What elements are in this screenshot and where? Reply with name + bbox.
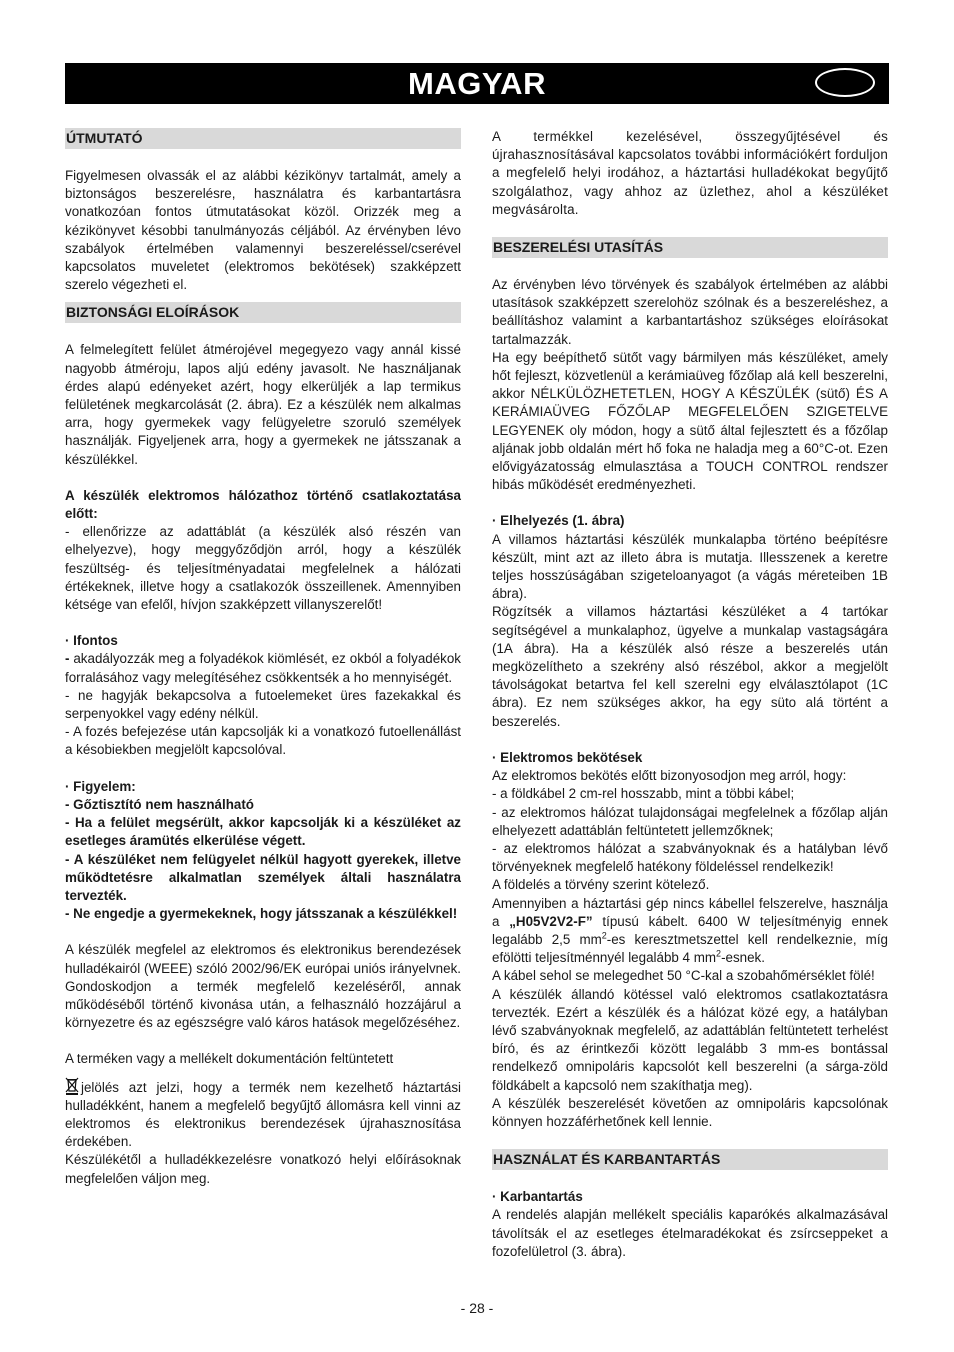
language-banner	[65, 63, 889, 104]
section-heading-beszerelesi: BESZERELÉSI UTASÍTÁS	[492, 237, 888, 258]
paragraph: A készülék megfelel az elektromos és elektronikus berendezések hulladékairól (WEEE) szóló 2002/96/EK európai uniós irányelvnek. Gondoskodjon a termék megfelelő kezeléséről, annak működéséből történő kivonása után, a felhasználó hozzájárul a környezetre és az egészségre való káros hatások megelőzéséhez.	[65, 942, 461, 1031]
text: Amennyiben a háztartási gép nincs kábellel felszerelve, használja a	[492, 895, 888, 929]
paragraph: A felmelegített felület átmérojével megegyezo vagy annál kissé nagyobb átméroju, lapos aljú edény javasolt. Ne használjanak érdes alapú edényeket azért, hogy elkerüljék a lap termikus felületének megkarcolását (2. ábra). Ez a készülék nem alkalmas arra, hogy gyermekek vagy felügyeletre szoruló személyek használják. Figyeljenek arra, hogy a gyermekek ne játsszanak a készülékkel.	[65, 342, 461, 467]
paragraph: Készülékétől a hulladékkezelésre vonatkozó helyi előírásoknak megfelelően váljon meg.	[65, 1152, 461, 1186]
page-number: - 28 -	[460, 1300, 494, 1316]
cable-type: „H05V2V2-F”	[509, 913, 593, 929]
paragraph: A földelés a törvény szerint kötelező.	[492, 877, 710, 893]
paragraph: A villamos háztartási készülék munkalapba történo beépítésre készült, mint azt az illeto ábra is mutatja. Illesszenek a keretre teljes hosszúságában szigeteloanyagot (a vágás méreteiben 1B ábra).	[492, 531, 888, 602]
warning-item: - Ne engedje a gyermekeknek, hogy játsszanak a készülékkel!	[65, 906, 458, 922]
paragraph: - ellenőrizze az adattáblát (a készülék alsó részén van elhelyezve), hogy meggyőződjön arról, hogy a készülék feszültség- és teljesítményadatai megfelelnek a hálózati értékeknek, illetve hogy a csatlakozók összeillenek. Amennyiben kétsége van efelől, hívjon szakképzett villanyszerelőt!	[65, 524, 461, 613]
paragraph	[65, 650, 461, 686]
paragraph: A kábel sehol se melegedhet 50 °C-kal a szobahőmérséklet fölé!	[492, 968, 875, 984]
paragraph: Az érvényben lévo törvények és szabályok értelmében az alábbi utasítások szakképzett szerelohöz szólnak és a beszereléshez, a beállításhoz valamint a karbantartáshoz szükséges eloírásokat tartalmazzák.	[492, 277, 888, 347]
paragraph: Figyelmesen olvassák el az alábbi kézikönyv tartalmát, amely a biztonságos beszerelésre, használatra és karbantartásra vonatkozóan fontos útmutatásokat közöl. Orizzék meg a kézikönyvet késobbi tanulmányozás céljából. Az érvényben lévo szabályok értelmében valamennyi beszereléssel/cserével kapcsolatos muveletet (elektromos bekötések) szakképzett szerelo végezheti el.	[65, 168, 461, 293]
bold-heading: · Karbantartás	[492, 1189, 583, 1205]
section-heading-utmutato: ÚTMUTATÓ	[65, 128, 461, 149]
warning-item: - A készüléket nem felügyelet nélkül hagyott gyerekek, illetve működtetésre alkalmatlan személyek általi használatra tervezték.	[65, 851, 461, 903]
crossed-bin-icon	[65, 1077, 79, 1095]
section-heading-biztonsagi: BIZTONSÁGI ELOÍRÁSOK	[65, 302, 461, 323]
paragraph: - ne hagyják bekapcsolva a futoelemeket üres fazekakkal és serpenyokkel vagy edény nélkül.	[65, 687, 461, 722]
section-heading-hasznalat: HASZNÁLAT ÉS KARBANTARTÁS	[492, 1149, 888, 1170]
paragraph	[65, 1077, 461, 1152]
paragraph: - A fozés befejezése után kapcsolják ki a vonatkozó futoellenállást a késobiekben megjelölt kapcsolóval.	[65, 724, 461, 758]
text: -esnek.	[721, 950, 765, 966]
bold-heading: · Ifontos	[65, 633, 118, 649]
paragraph: A termékkel kezelésével, összegyűjtésével és újrahasznosításával kapcsolatos további információkért forduljon a megfelelő helyi irodához, a háztartási hulladékokat begyűjtő szolgálathoz, vagy ahhoz az üzlethez, ahol a készüléket megvásárolta.	[492, 129, 888, 217]
superscript: 2	[601, 930, 607, 941]
bold-heading: A készülék elektromos hálózathoz történő csatlakoztatása előtt:	[65, 487, 461, 522]
paragraph: A terméken vagy a mellékelt dokumentáción feltüntetett	[65, 1051, 394, 1067]
warning-heading: · Figyelem:	[65, 778, 136, 794]
paragraph: A rendelés alapján mellékelt speciális kaparókés alkalmazásával távolítsák el az esetleges ételmaradékokat és zsírcseppeket a fozofelületrol (3. ábra).	[492, 1207, 888, 1259]
right-column	[492, 128, 888, 1261]
paragraph: Ha egy beépíthető sütőt vagy bármilyen más készüléket, amely hőt fejleszt, közvetlenül a kerámiaüveg főzőlap alá kell beszerelni, akkor NÉLKÜLÖZHETETLEN, HOGY A KÉSZÜLÉK (sütő) ÉS A KERÁMIAÜVEG FŐZŐLAP MEGFELELŐEN SZIGETELVE LEGYENEK oly módon, hogy a sütő által fejlesztett és a főzőlap aljának jobb oldalán mért hő foka ne haladja meg a 60°C-ot. Ezen elővigyázatosság elmulasztása a TOUCH CONTROL rendszer hibás működését eredményezheti.	[492, 349, 888, 493]
page-title: MAGYAR	[408, 66, 546, 101]
dash: -	[65, 651, 70, 667]
paragraph	[492, 895, 888, 968]
paragraph: A készülék beszerelését követően az omnipoláris kapcsolónak könnyen hozzáférhetőnek kell lennie.	[492, 1095, 888, 1129]
paragraph: - az elektromos hálózat a szabványoknak és a hatályban lévő törvényeknek megfelelő hatékony földeléssel rendelkezik!	[492, 840, 888, 875]
paragraph: Az elektromos bekötés előtt bizonyosodjon meg arról, hogy:	[492, 768, 847, 784]
bold-heading: · Elhelyezés (1. ábra)	[492, 513, 625, 529]
paragraph: - a földkábel 2 cm-rel hosszabb, mint a többi kábel;	[492, 786, 795, 802]
text: jelölés azt jelzi, hogy a termék nem kezelhető háztartási hulladékként, hanem a megfelelő begyűjtő állomásra kell vinni az elektromos és elektronikus berendezések újrahasznosítása érdekében.	[65, 1079, 461, 1150]
text: -es keresztmetszettel kell rendelkeznie, míg efölötti teljesítménnyél legalább 4 mm	[492, 931, 888, 966]
left-column	[65, 128, 461, 1188]
country-oval-badge	[815, 68, 875, 97]
paragraph: A készülék állandó kötéssel való elektromos csatlakoztatásra tervezték. Ezért a készülék és a hálózat közé egy, a hatályban lévő szabványoknak megfelelő, az adattáblán feltüntetett terhelést bíró, és az érintkezői között legalább 3 mm-es bontással rendelkező omnipoláris kapcsolót kell beszerelni (a sárga-zöld földkábelt a kapcsoló nem szakíthatja meg).	[492, 986, 888, 1093]
warning-item: - Ha a felület megsérült, akkor kapcsolják ki a készüléket az esetleges áramütés elkerülése végett.	[65, 815, 461, 849]
paragraph: - az elektromos hálózat tulajdonságai megfelelnek a főzőlap alján elhelyezett adattáblán feltüntetett jellemzőknek;	[492, 804, 888, 838]
paragraph: Rögzítsék a villamos háztartási készüléket a 4 tartókar segítségével a munkalaphoz, ügyelve a munkalap vastagságára (1A ábra). Ha a készülék alsó része a beszerelés után megközelítheto a szekrény alsó részébol, akkor a megjelölt távolságokat betartva fel kell szerelni egy elválasztólapot (1C ábra). Ez nem szükséges akkor, ha egy süto alá történt a beszerelés.	[492, 604, 888, 729]
text: típusú kábelt. 6400 W teljesítményig ennek legalább 2,5 mm	[492, 913, 888, 947]
text: akadályozzák meg a folyadékok kiömlését, ez okból a folyadékok forralásához vagy melegítéséhez csökkentsék a ho mennyiségét.	[65, 651, 461, 685]
bold-heading: · Elektromos bekötések	[492, 749, 643, 765]
superscript: 2	[716, 948, 722, 959]
warning-item: - Gőztisztító nem használható	[65, 796, 254, 812]
